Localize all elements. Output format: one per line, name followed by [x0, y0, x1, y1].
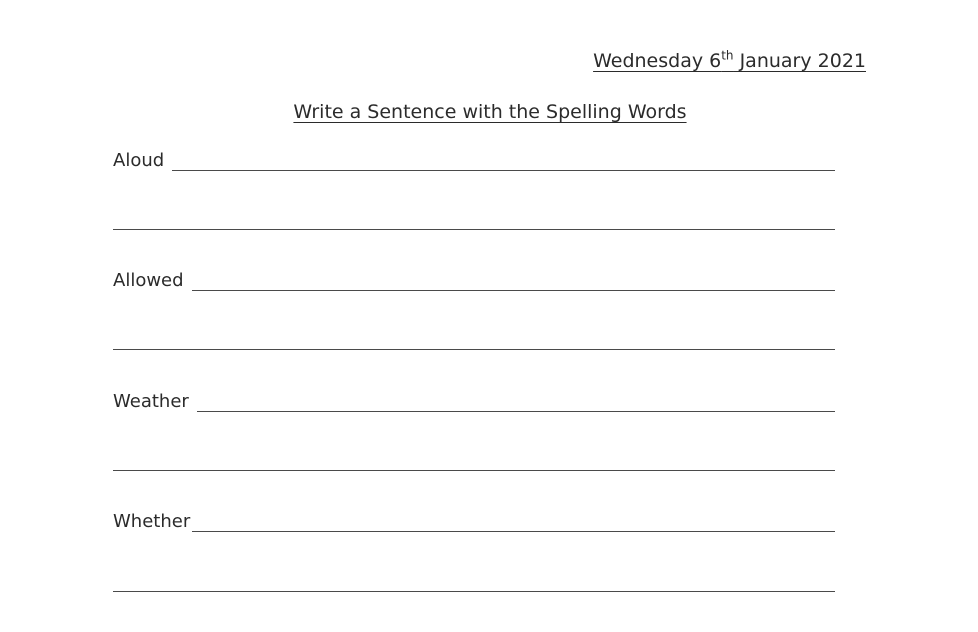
writing-line-continuation[interactable]: [113, 470, 835, 471]
date-ordinal-suffix: th: [721, 48, 734, 63]
writing-line[interactable]: [197, 410, 835, 412]
word-label: Aloud: [113, 150, 165, 171]
word-row-whether: [113, 509, 835, 533]
word-label: Weather: [113, 391, 189, 412]
writing-line-continuation[interactable]: [113, 591, 835, 592]
writing-line[interactable]: [172, 169, 835, 171]
word-row-allowed: [113, 268, 835, 292]
word-label: Whether: [113, 511, 191, 532]
writing-line[interactable]: [192, 530, 835, 532]
date-month-year: January 2021: [733, 50, 866, 72]
word-row-weather: [113, 389, 835, 413]
page-title: Write a Sentence with the Spelling Words: [293, 101, 687, 123]
writing-line[interactable]: [192, 289, 835, 291]
word-label: Allowed: [113, 270, 184, 291]
writing-line-continuation[interactable]: [113, 349, 835, 350]
date-heading: [593, 50, 866, 72]
writing-line-continuation[interactable]: [113, 229, 835, 230]
date-day: Wednesday 6: [593, 50, 722, 72]
word-row-aloud: [113, 148, 835, 172]
